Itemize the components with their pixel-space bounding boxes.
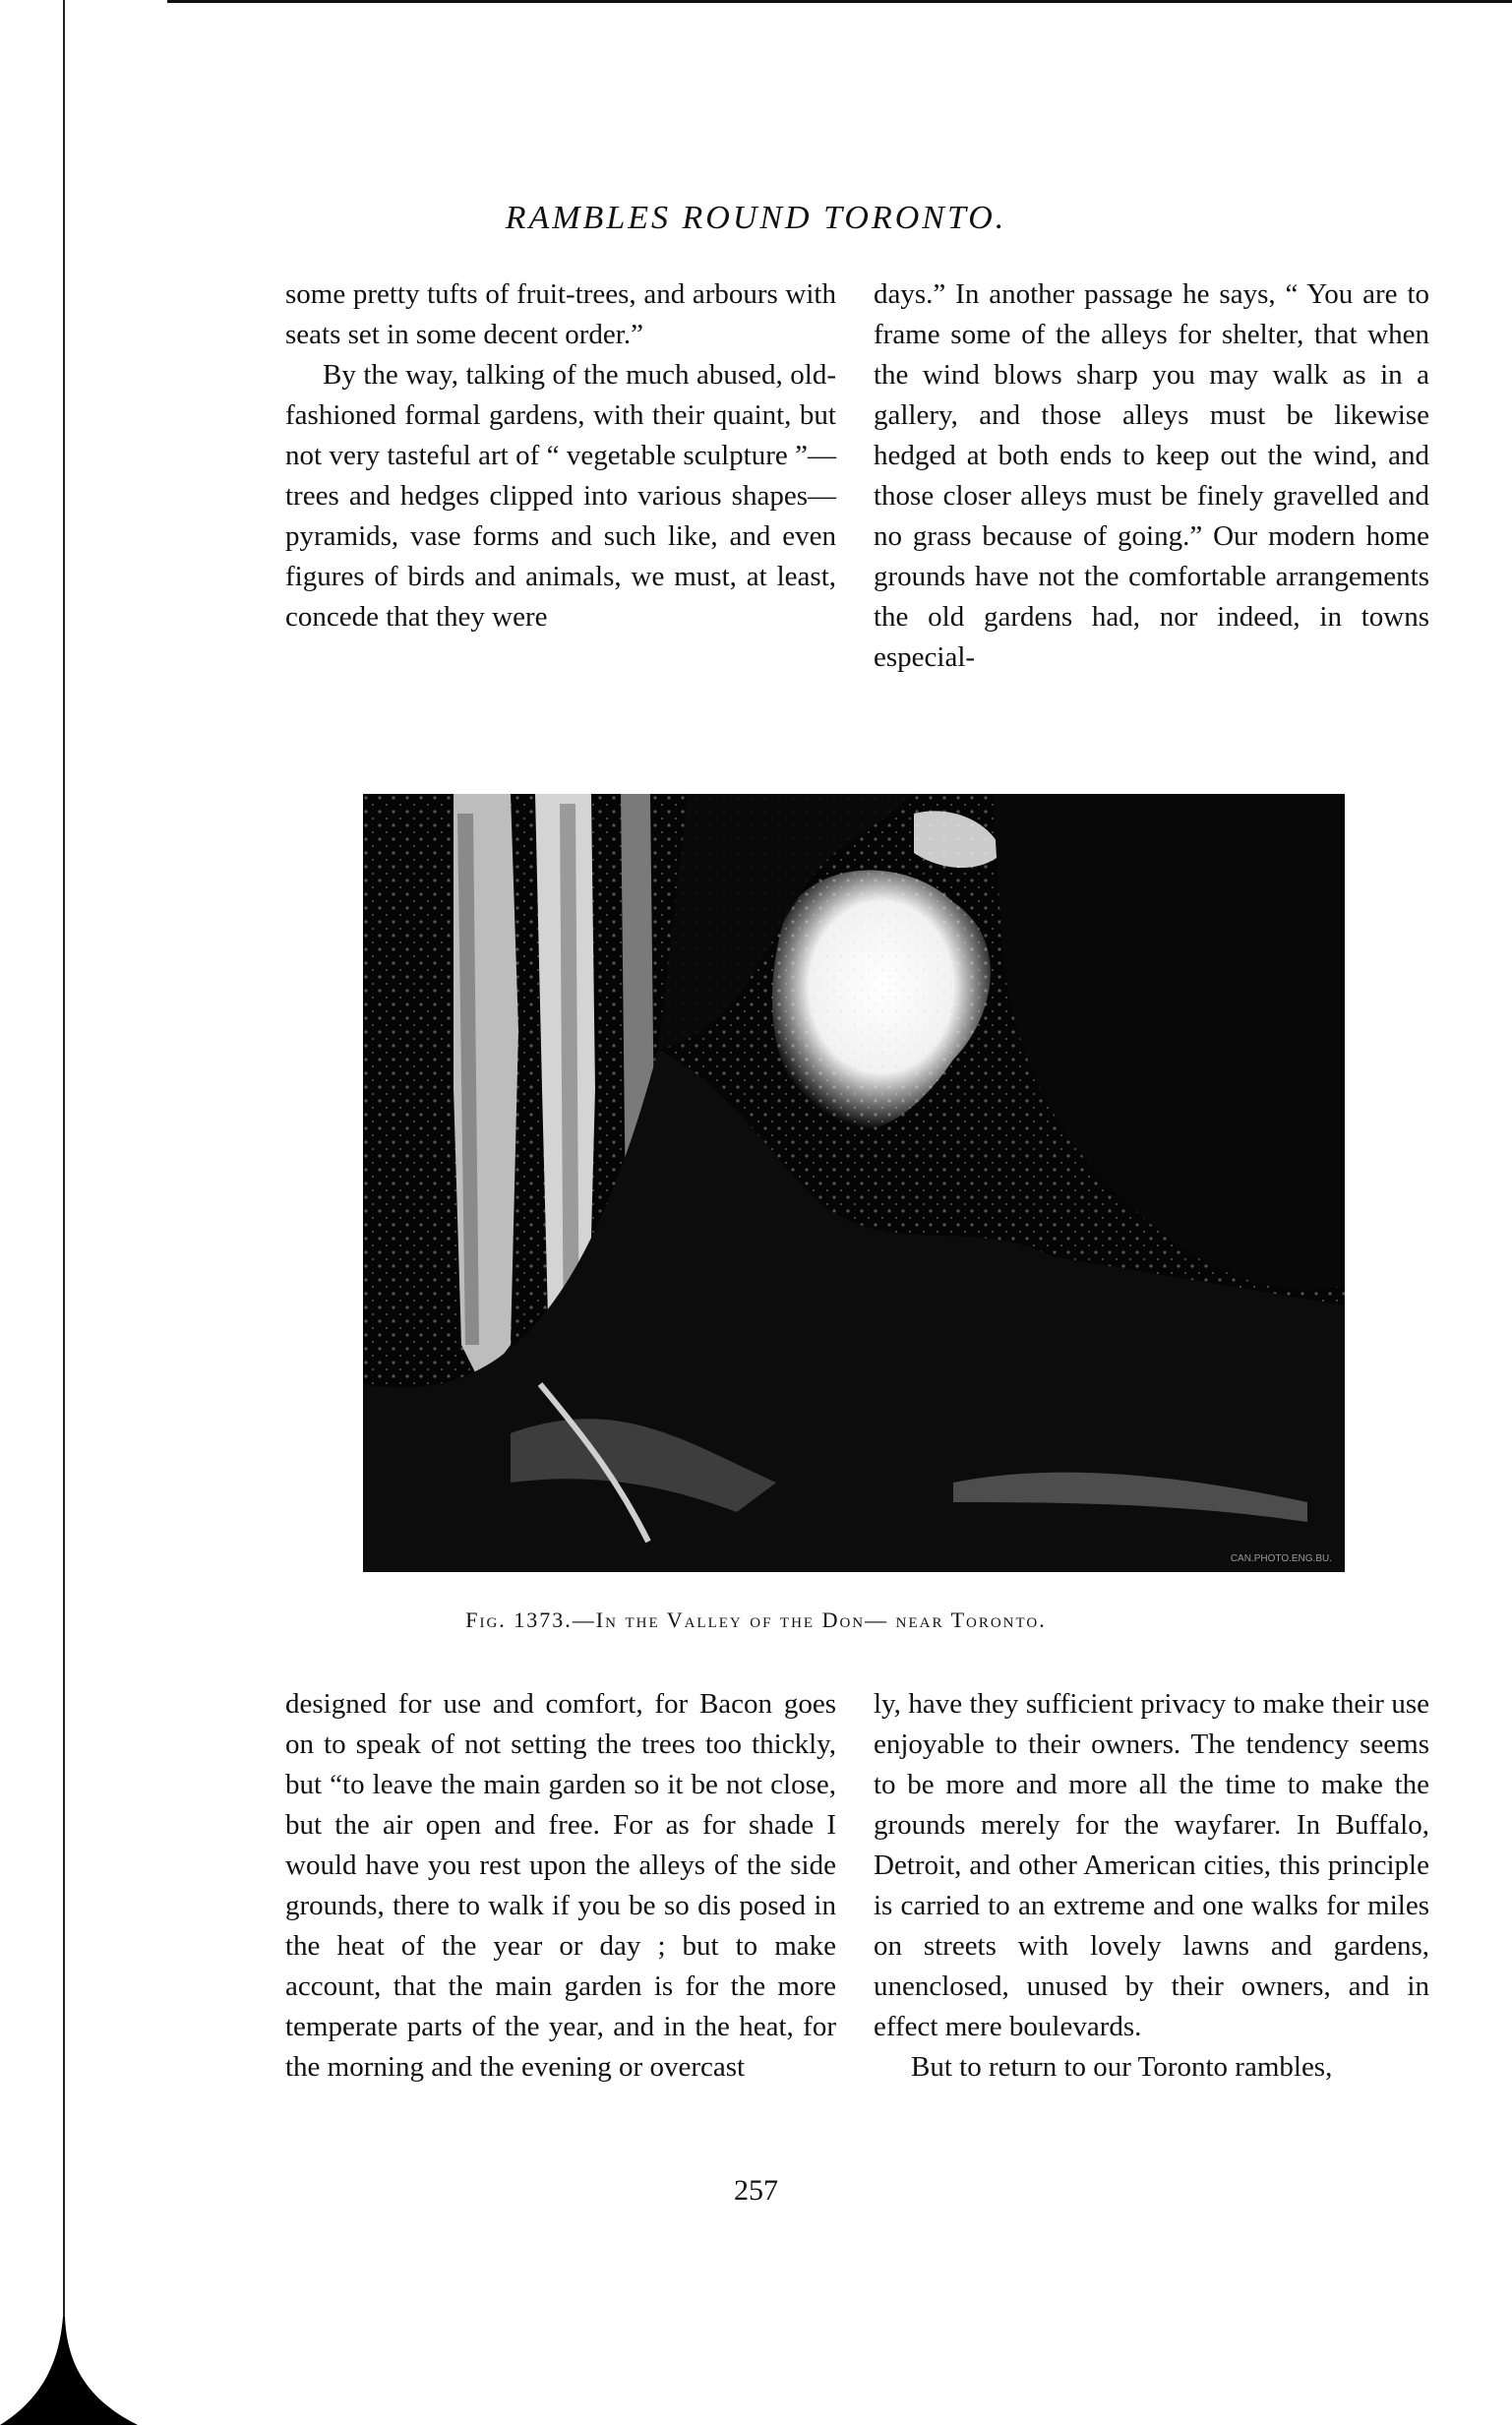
binding-edge-flare — [0, 2317, 138, 2425]
paragraph: days.” In another passage he says, “ You are to frame some of the alleys for shelter, that when the wind blows sharp you may walk as in a gallery, and those alleys must be likewise hedged at both ends to keep out the wind, and those closer alleys must be finely gravelled and no grass because of going.” Our modern home grounds have not the comfortable arrangements the old gardens had, nor indeed, in towns especial- — [874, 278, 1429, 673]
forest-photograph — [363, 794, 1345, 1572]
binding-edge-line — [63, 0, 65, 2425]
top-rule — [167, 0, 1512, 3]
figure-caption: Fig. 1373.—In the Valley of the Don— near Toronto. — [465, 1607, 1047, 1632]
paragraph: designed for use and comfort, for Bacon goes on to speak of not setting the trees too thickly, but “to leave the main garden so it be not close, but the air open and free. For as for shade I would have you rest upon the alleys of the side grounds, there to walk if you be so dis posed in the heat of the year or day ; but to make account, that the main garden is for the more temperate parts of the year, and in the heat, for the morning and the evening or overcast — [285, 1688, 836, 2083]
page-number: 257 — [734, 2174, 778, 2207]
column-bottom-right — [874, 1684, 1429, 2088]
column-top-right — [874, 274, 1429, 678]
paragraph: By the way, talking of the much abused, old-fashioned formal gardens, with their quaint, but not very tasteful art of “ vegetable sculpture ”—trees and hedges clipped into various shapes— pyramids, vase forms and such like, and even figures of birds and animals, we must, at least, concede that they were — [285, 359, 836, 633]
running-head: RAMBLES ROUND TORONTO. — [505, 200, 1007, 236]
column-bottom-left — [285, 1684, 836, 2088]
paragraph: some pretty tufts of fruit-trees, and arbours with seats set in some decent order.” — [285, 278, 836, 350]
engraver-mark: CAN.PHOTO.ENG.BU. — [1230, 1553, 1332, 1564]
paragraph: But to return to our Toronto rambles, — [911, 2051, 1333, 2083]
column-top-left — [285, 274, 836, 637]
paragraph: ly, have they sufficient privacy to make their use enjoyable to their owners. The tendency seems to be more and more all the time to make the grounds merely for the wayfarer. In Buffalo, Detroit, and other American cities, this principle is carried to an extreme and one walks for miles on streets with lovely lawns and gardens, unenclosed, unused by their owners, and in effect mere boulevards. — [874, 1688, 1429, 2042]
